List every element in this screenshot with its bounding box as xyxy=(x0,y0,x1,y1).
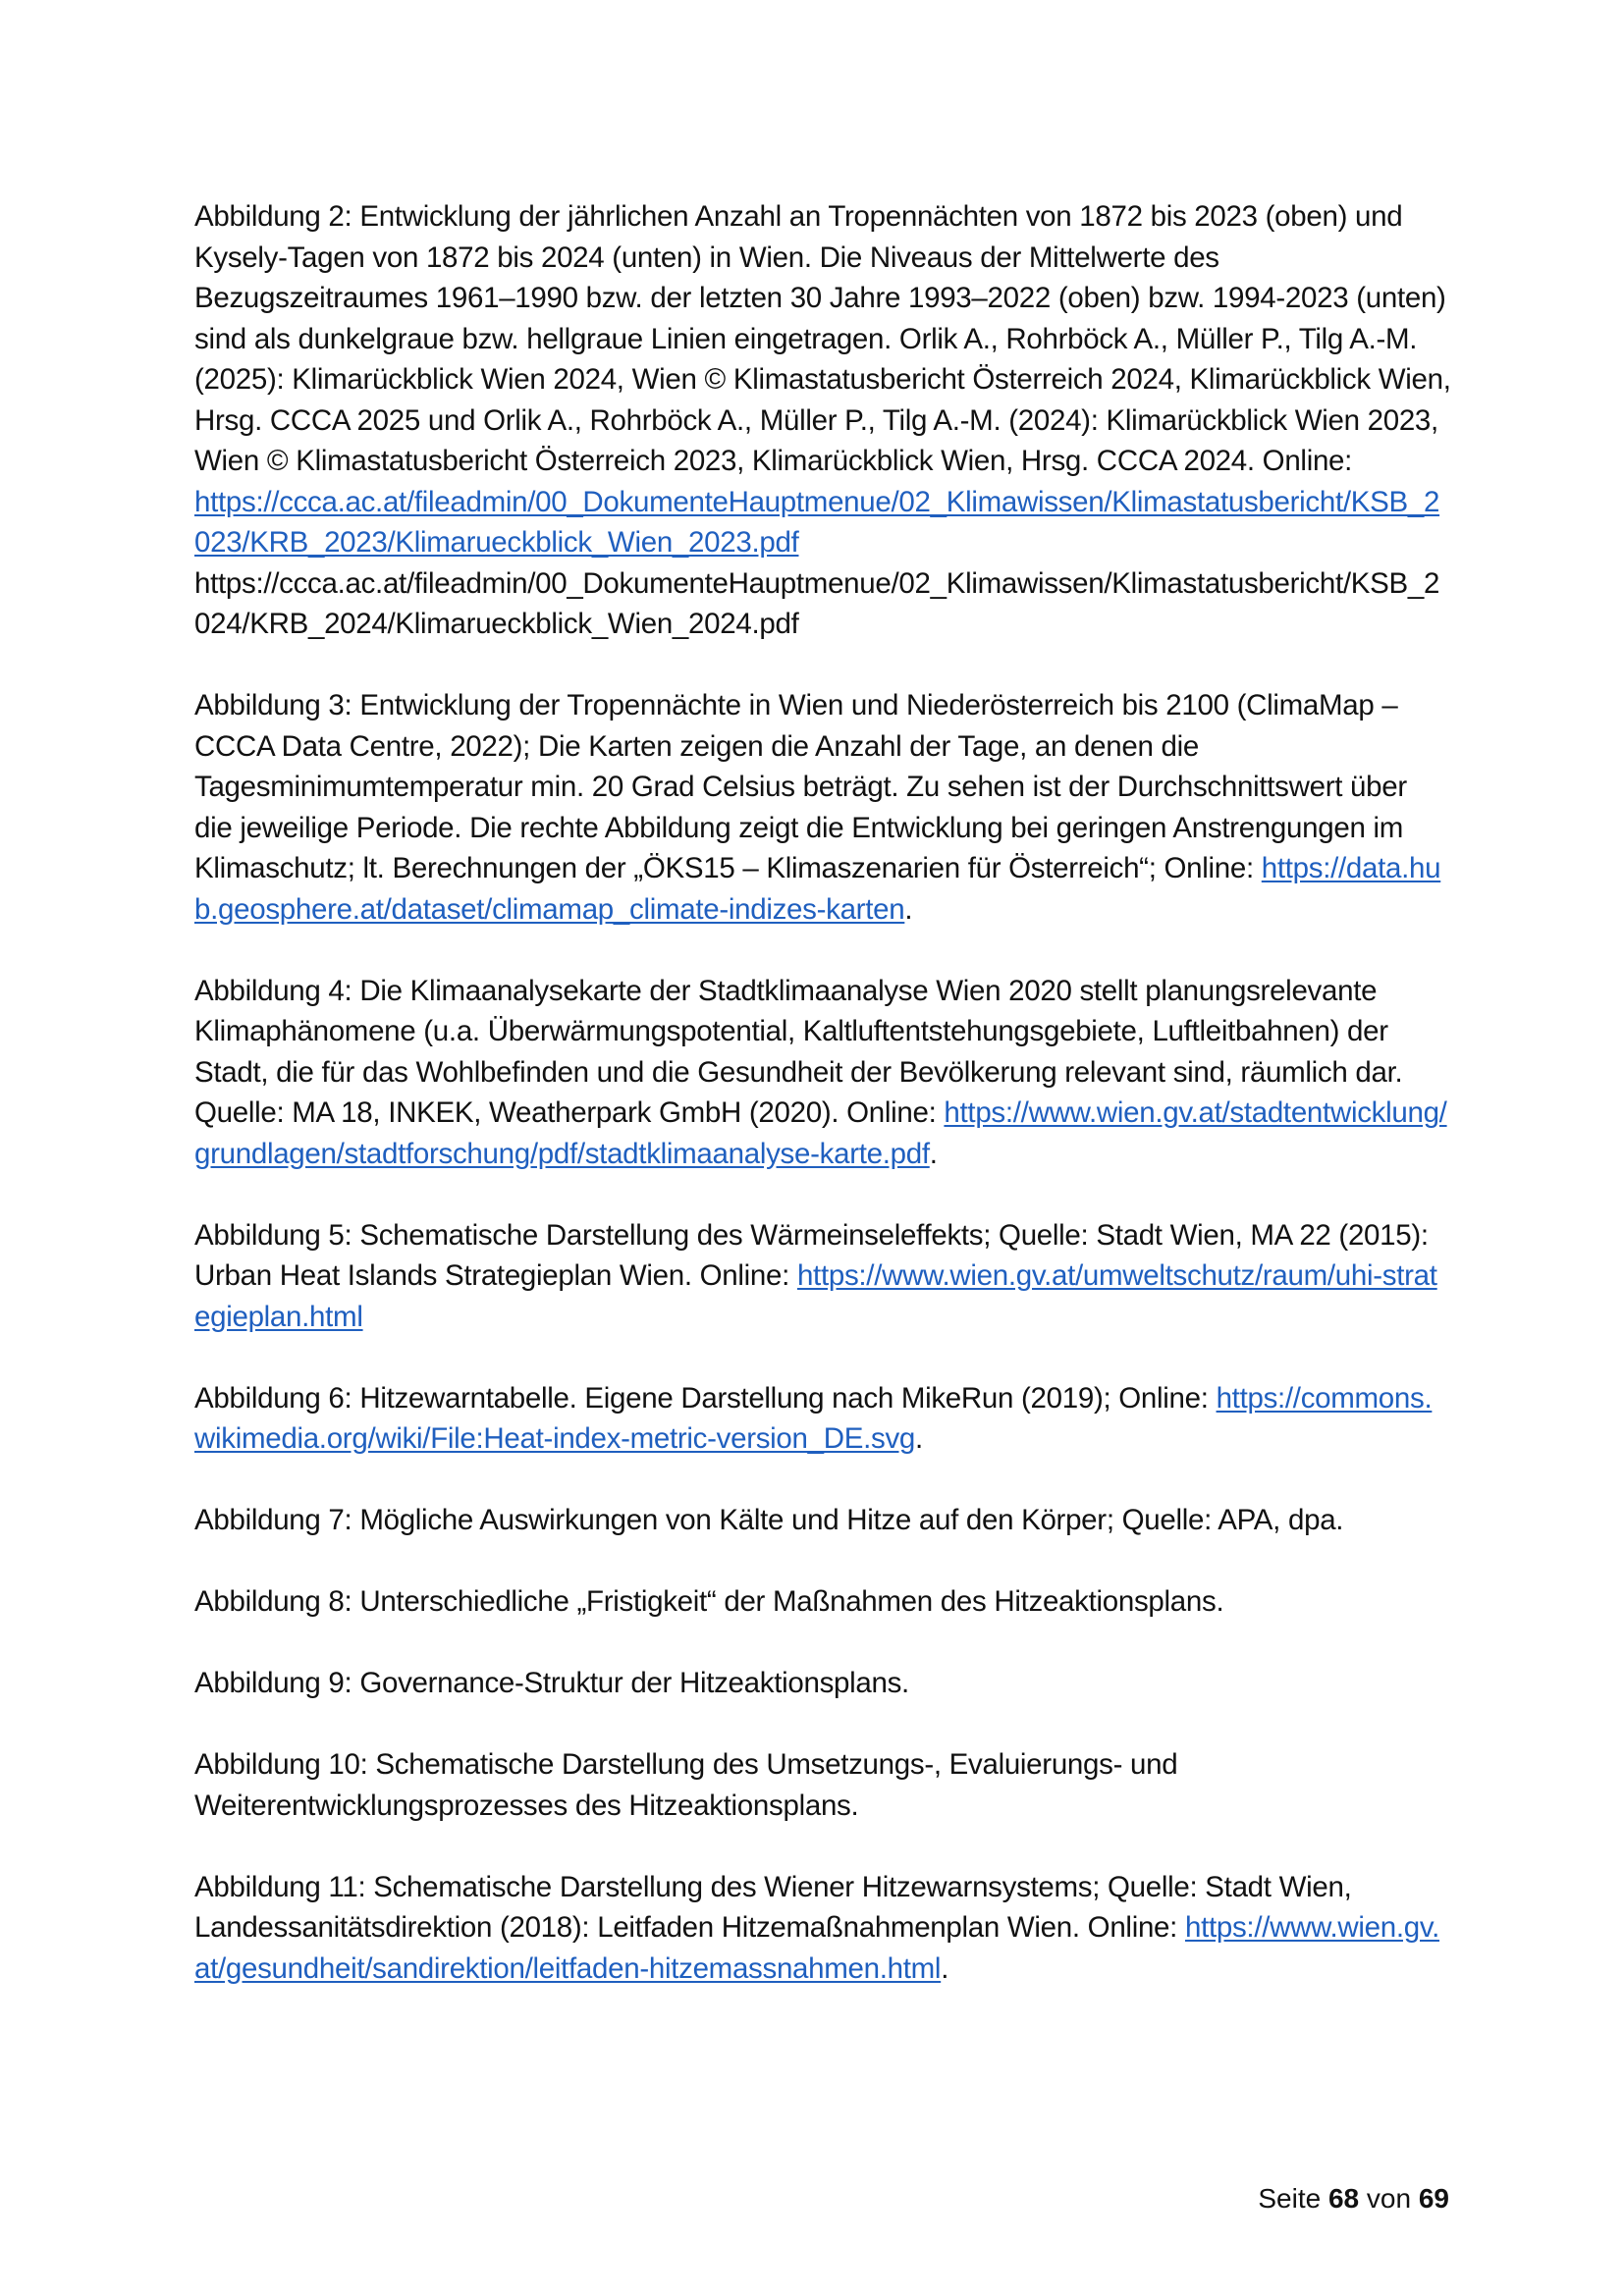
entry-tail: . xyxy=(915,1422,923,1455)
entry-tail: . xyxy=(929,1137,938,1170)
entry-text: Abbildung 8: Unterschiedliche „Fristigkeit“ der Maßnahmen des Hitzeaktionsplans. xyxy=(194,1585,1224,1618)
page-prefix: Seite xyxy=(1258,2183,1328,2214)
entry-text: Abbildung 3: Entwicklung der Tropennächte in Wien und Niederösterreich bis 2100 (ClimaMap – CCCA Data Centre, 2022); Die Karten zeigen die Anzahl der Tage, an denen die Tagesminimumtemperatur min. 20 Grad Celsius beträgt. Zu sehen ist der Durchschnittswert über die jeweilige Periode. Die rechte Abbildung zeigt die Entwicklung bei geringen Anstrengungen im Klimaschutz; lt. Berechnungen der „ÖKS15 – Klimaszenarien für Österreich“; Online: xyxy=(194,689,1407,884)
figure-entry-9 xyxy=(194,1663,1451,1704)
entry-tail: . xyxy=(904,892,913,926)
source-link[interactable]: https://www.wien.gv.at/stadtentwicklung/grundlagen/stadtforschung/pdf/stadtklimaanalyse-karte.pdf xyxy=(194,1096,1447,1170)
page-current: 68 xyxy=(1327,2183,1360,2214)
page-number xyxy=(1258,2183,1449,2215)
source-link[interactable]: https://ccca.ac.at/fileadmin/00_DokumenteHauptmenue/02_Klimawissen/Klimastatusbericht/KSB_2023/KRB_2023/Klimarueckblick_Wien_2023.pdf xyxy=(194,485,1440,559)
figure-entry-11 xyxy=(194,1867,1451,1990)
entry-text: Abbildung 11: Schematische Darstellung des Wiener Hitzewarnsystems; Quelle: Stadt Wien, Landessanitätsdirektion (2018): Leitfaden Hitzemaßnahmenplan Wien. Online: xyxy=(194,1870,1352,1944)
figure-entry-10 xyxy=(194,1744,1451,1826)
entry-text: Abbildung 7: Mögliche Auswirkungen von Kälte und Hitze auf den Körper; Quelle: APA, dpa. xyxy=(194,1504,1344,1536)
source-link[interactable]: https://data.hub.geosphere.at/dataset/climamap_climate-indizes-karten xyxy=(194,852,1441,926)
entry-text: Abbildung 9: Governance-Struktur der Hitzeaktionsplans. xyxy=(194,1667,909,1699)
source-link[interactable]: https://www.wien.gv.at/gesundheit/sandirektion/leitfaden-hitzemassnahmen.html xyxy=(194,1911,1440,1985)
source-link[interactable]: https://www.wien.gv.at/umweltschutz/raum/uhi-strategieplan.html xyxy=(194,1259,1437,1333)
entry-tail: . xyxy=(941,1951,949,1985)
page-total: 69 xyxy=(1418,2183,1449,2214)
source-url-text: https://ccca.ac.at/fileadmin/00_DokumenteHauptmenue/02_Klimawissen/Klimastatusbericht/KSB_2024/KRB_2024/Klimarueckblick_Wien_2024.pdf xyxy=(194,566,1440,640)
entry-text: Abbildung 5: Schematische Darstellung des Wärmeinseleffekts; Quelle: Stadt Wien, MA 22 (2015): Urban Heat Islands Strategieplan Wien. Online: xyxy=(194,1218,1429,1292)
figure-entry-3 xyxy=(194,685,1451,930)
figure-entry-4 xyxy=(194,971,1451,1175)
figure-entry-7 xyxy=(194,1500,1451,1541)
source-link[interactable]: https://commons.wikimedia.org/wiki/File:Heat-index-metric-version_DE.svg xyxy=(194,1381,1433,1455)
figure-entry-6 xyxy=(194,1378,1451,1460)
figure-list xyxy=(194,196,1451,2030)
entry-text: Abbildung 4: Die Klimaanalysekarte der Stadtklimaanalyse Wien 2020 stellt planungsrelevante Klimaphänomene (u.a. Überwärmungspotential, Kaltluftentstehungsgebiete, Luftleitbahnen) der Stadt, die für das Wohlbefinden und die Gesundheit der Bevölkerung relevant sind, räumlich dar. Quelle: MA 18, INKEK, Weatherpark GmbH (2020). Online: xyxy=(194,974,1403,1129)
figure-entry-8 xyxy=(194,1581,1451,1623)
figure-entry-5 xyxy=(194,1215,1451,1338)
entry-text: Abbildung 10: Schematische Darstellung des Umsetzungs-, Evaluierungs- und Weiterentwicklungsprozesses des Hitzeaktionsplans. xyxy=(194,1748,1178,1822)
page-middle: von xyxy=(1359,2183,1419,2214)
figure-entry-2 xyxy=(194,196,1451,645)
entry-text: Abbildung 6: Hitzewarntabelle. Eigene Darstellung nach MikeRun (2019); Online: xyxy=(194,1381,1209,1415)
entry-text: Abbildung 2: Entwicklung der jährlichen Anzahl an Tropennächten von 1872 bis 2023 (oben) und Kysely-Tagen von 1872 bis 2024 (unten) in Wien. Die Niveaus der Mittelwerte des Bezugszeitraumes 1961–1990 bzw. der letzten 30 Jahre 1993–2022 (oben) bzw. 1994-2023 (unten) sind als dunkelgraue bzw. hellgraue Linien eingetragen. Orlik A., Rohrböck A., Müller P., Tilg A.-M. (2025): Klimarückblick Wien 2024, Wien © Klimastatusbericht Österreich 2024, Klimarückblick Wien, Hrsg. CCCA 2025 und Orlik A., Rohrböck A., Müller P., Tilg A.-M. (2024): Klimarückblick Wien 2023, Wien © Klimastatusbericht Österreich 2023, Klimarückblick Wien, Hrsg. CCCA 2024. Online: xyxy=(194,200,1451,477)
